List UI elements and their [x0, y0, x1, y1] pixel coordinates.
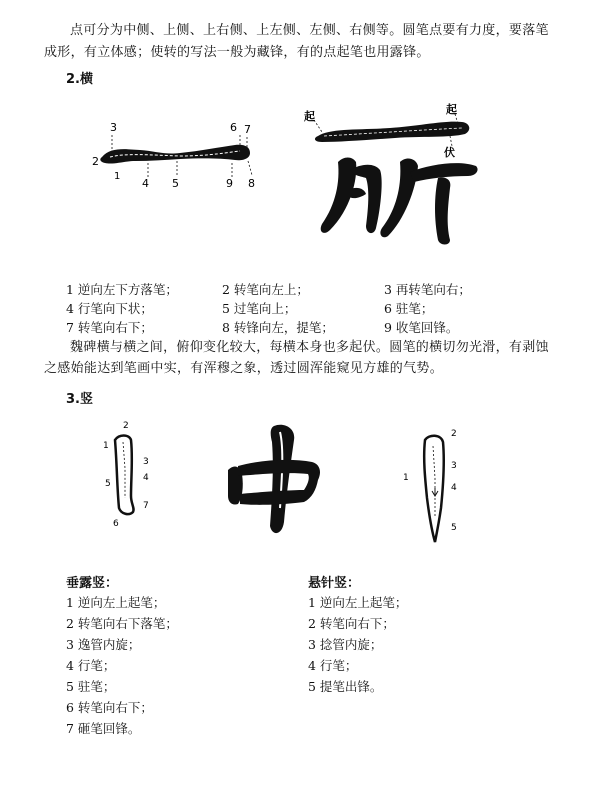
chuilu-title: 垂露竖：	[66, 576, 119, 591]
chuilu-label-6: 6	[113, 519, 119, 529]
section-heading-shu: 3.竖	[66, 392, 93, 407]
chuilu-step-7: 7 砸笔回锋。	[66, 721, 141, 736]
xuanzhen-step-4: 4 行笔；	[308, 658, 358, 673]
xuanzhen-title: 悬针竖：	[308, 576, 361, 591]
xuanzhen-label-2: 2	[451, 429, 457, 439]
chuilu-label-7: 7	[143, 501, 149, 511]
heng-label-9: 9	[226, 177, 233, 190]
xuanzhen-step-5: 5 提笔出锋。	[308, 679, 383, 694]
xuanzhen-step-3: 3 捻管内旋；	[308, 637, 383, 652]
heng-step-3: 3 再转笔向右；	[384, 282, 471, 297]
chuilu-label-5: 5	[105, 479, 111, 489]
suo-character-example	[300, 100, 485, 250]
heng-label-6: 6	[230, 121, 237, 134]
xuanzhen-label-1: 1	[403, 473, 409, 483]
heng-label-3: 3	[110, 121, 117, 134]
section-heading-heng: 2.横	[66, 72, 93, 87]
xuanzhen-step-1: 1 逆向左上起笔；	[308, 595, 408, 610]
heng-para-line-1: 魏碑横与横之间，俯仰变化较大，每横本身也多起伏。圆笔的横切勿光滑，有剥蚀	[70, 340, 549, 355]
intro-line-1: 点可分为中侧、上侧、上右侧、上左侧、左侧、右侧等。圆笔点要有力度，要落笔	[70, 23, 549, 38]
heng-label-8: 8	[248, 177, 255, 190]
zhong-character-example	[220, 418, 330, 543]
chuilu-label-1: 1	[103, 441, 109, 451]
heng-label-5: 5	[172, 177, 179, 190]
chuilu-step-2: 2 转笔向右下落笔；	[66, 616, 178, 631]
chuilu-step-4: 4 行笔；	[66, 658, 116, 673]
heng-step-9: 9 收笔回锋。	[384, 320, 459, 335]
chuilu-step-1: 1 逆向左上起笔；	[66, 595, 166, 610]
heng-step-1: 1 逆向左下方落笔；	[66, 282, 178, 297]
chuilu-label-3: 3	[143, 457, 149, 467]
heng-step-6: 6 驻笔；	[384, 301, 434, 316]
chuilu-label-4: 4	[143, 473, 149, 483]
qi-label-right: 起	[446, 103, 457, 116]
heng-label-4: 4	[142, 177, 149, 190]
fu-label: 伏	[444, 146, 455, 159]
xuanzhen-label-5: 5	[451, 523, 457, 533]
heng-label-2: 2	[92, 155, 99, 168]
xuanzhen-step-2: 2 转笔向右下；	[308, 616, 395, 631]
heng-label-7: 7	[244, 123, 251, 136]
heng-step-2: 2 转笔向左上；	[222, 282, 309, 297]
chuilu-step-3: 3 逸管内旋；	[66, 637, 141, 652]
heng-step-4: 4 行笔向下状；	[66, 301, 153, 316]
chuilu-label-2: 2	[123, 421, 129, 431]
chuilu-shu-diagram	[95, 418, 165, 533]
xuanzhen-label-4: 4	[451, 483, 457, 493]
heng-step-7: 7 转笔向右下；	[66, 320, 153, 335]
heng-para-line-2: 之感始能达到笔画中实，有浑穆之象，透过圆浑能窥见方雄的气势。	[44, 361, 444, 376]
chuilu-step-6: 6 转笔向右下；	[66, 700, 153, 715]
qi-label-left: 起	[304, 110, 315, 123]
heng-step-8: 8 转锋向左，提笔；	[222, 320, 334, 335]
heng-label-1: 1	[114, 171, 121, 182]
intro-line-2: 成形，有立体感；使转的写法一般为藏锋，有的点起笔也用露锋。	[44, 45, 430, 60]
heng-step-5: 5 过笔向上；	[222, 301, 297, 316]
chuilu-step-5: 5 驻笔；	[66, 679, 116, 694]
xuanzhen-shu-diagram	[395, 418, 470, 548]
heng-stroke-diagram	[80, 95, 280, 195]
xuanzhen-label-3: 3	[451, 461, 457, 471]
